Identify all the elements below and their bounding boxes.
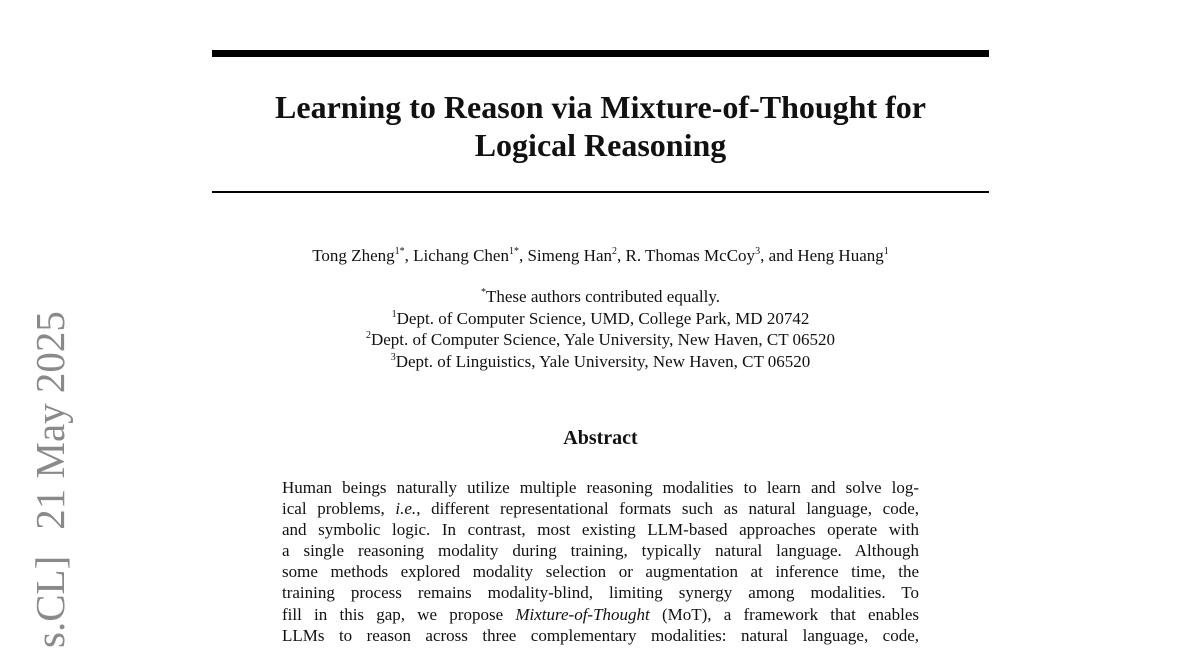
equal-contribution-note: *These authors contributed equally. [481, 287, 720, 306]
abstract-line: Human beings naturally utilize multiple reasoning modalities to learn and solve log- [282, 478, 919, 497]
author: Simeng Han$^2$ [527, 246, 617, 265]
abstract-line: training process remains modality-blind, limiting synergy among modalities. To [282, 583, 919, 603]
author: Lichang Chen$^{1*}$ [413, 246, 519, 265]
abstract-line: some methods explored modality selection or augmentation at inference time, the [282, 562, 919, 582]
author-list: Tong Zheng$^{1*}$, Lichang Chen$^{1*}$, Simeng Han$^2$, R. Thomas McCoy$^3$, and Heng Huang$^1$ [312, 246, 889, 265]
abstract-line: a single reasoning modality during training, typically natural language. Although [282, 541, 919, 561]
title-top-rule [212, 50, 989, 57]
paper-title-line-2: Logical Reasoning [474, 127, 727, 163]
arxiv-date: 21 May 2025 [27, 311, 73, 530]
affiliation: $^3$Dept. of Linguistics, Yale University, New Haven, CT 06520 [390, 351, 811, 371]
affiliations [212, 286, 989, 372]
abstract-heading: Abstract [563, 427, 638, 449]
arxiv-category: s.CL] [27, 555, 73, 648]
author: Heng Huang$^1$ [797, 246, 889, 265]
author: R. Thomas McCoy$^3$ [625, 246, 761, 265]
arxiv-sidebar-stamp [20, 311, 80, 648]
abstract-body [282, 477, 919, 646]
abstract-line: ical problems, i.e., different representational formats such as natural language, code, [282, 499, 919, 519]
paper-title [212, 88, 989, 164]
paper-title-line-1: Learning to Reason via Mixture-of-Thought for [275, 89, 926, 125]
abstract-line: and symbolic logic. In contrast, most existing LLM-based approaches operate with [282, 520, 919, 540]
affiliation: $^2$Dept. of Computer Science, Yale University, New Haven, CT 06520 [365, 330, 836, 349]
abstract-line: LLMs to reason across three complementary modalities: natural language, code, [282, 625, 919, 645]
abstract-line: fill in this gap, we propose Mixture-of-Thought (MoT), a framework that enables [282, 604, 919, 624]
title-bottom-rule [212, 191, 989, 193]
affiliation: $^1$Dept. of Computer Science, UMD, College Park, MD 20742 [391, 308, 810, 328]
author: Tong Zheng$^{1*}$ [312, 246, 405, 265]
